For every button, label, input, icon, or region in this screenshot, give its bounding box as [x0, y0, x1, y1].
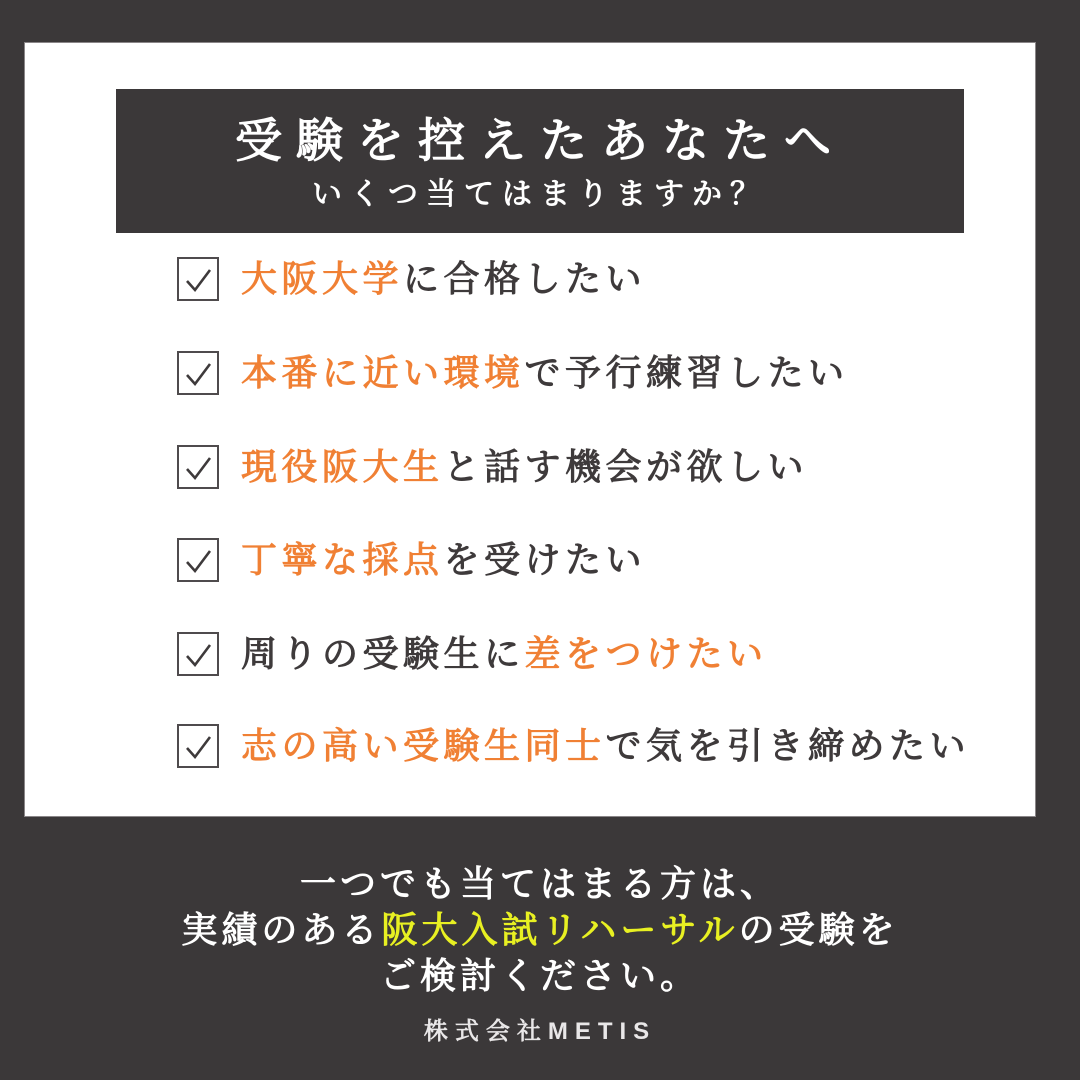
item-text-segment: と話す機会が欲しい	[443, 446, 809, 487]
cta-line-2	[0, 907, 1080, 953]
cta-text-segment: 一つでも当てはまる方は、	[299, 863, 780, 904]
checkbox-checked[interactable]	[177, 538, 219, 582]
check-icon	[181, 637, 215, 671]
checklist-item	[177, 538, 646, 582]
checkbox-checked[interactable]	[177, 632, 219, 676]
cta-text-segment: 阪大入試リハーサル	[381, 909, 739, 950]
item-text-segment: 現役阪大生	[241, 446, 444, 487]
cta-text-segment: ご検討ください。	[379, 955, 700, 996]
item-text-segment: で気を引き締めたい	[605, 725, 971, 766]
cta-text-segment: の受験を	[738, 909, 899, 950]
item-text-segment: で予行練習したい	[524, 352, 849, 393]
check-icon	[181, 729, 215, 763]
cta-line-1	[0, 861, 1080, 907]
checkbox-checked[interactable]	[177, 445, 219, 489]
check-icon	[181, 450, 215, 484]
cta-section	[0, 861, 1080, 999]
cta-line-3	[0, 953, 1080, 999]
cta-text-segment: 実績のある	[181, 909, 382, 950]
checklist-item	[177, 724, 970, 768]
checklist-item	[177, 445, 808, 489]
header-banner	[116, 89, 964, 233]
header-title: 受験を控えたあなたへ	[235, 113, 845, 167]
checklist-item	[177, 351, 849, 395]
company-name: 株式会社METIS	[423, 1018, 657, 1045]
item-text-segment: 丁寧な採点	[241, 539, 444, 580]
check-icon	[181, 262, 215, 296]
item-text-segment: を受けたい	[443, 539, 647, 580]
checklist-item	[177, 632, 768, 676]
item-text-segment: 大阪大学	[241, 258, 404, 299]
checklist-item-text	[241, 724, 970, 768]
checklist-item-text	[241, 538, 646, 582]
check-icon	[181, 543, 215, 577]
item-text-segment: に合格したい	[403, 258, 647, 299]
item-text-segment: 本番に近い環境	[241, 352, 525, 393]
item-text-segment: 差をつけたい	[524, 633, 768, 674]
checklist-item-text	[241, 445, 808, 489]
header-subtitle: いくつ当てはまりますか？	[312, 177, 768, 211]
checkbox-checked[interactable]	[177, 724, 219, 768]
checklist-card	[24, 42, 1036, 817]
item-text-segment: 周りの受験生に	[241, 633, 525, 674]
checkbox-checked[interactable]	[177, 257, 219, 301]
checklist-item	[177, 257, 646, 301]
item-text-segment: 志の高い受験生同士	[241, 725, 606, 766]
checklist-item-text	[241, 632, 768, 676]
check-icon	[181, 356, 215, 390]
checklist-item-text	[241, 351, 849, 395]
checklist-item-text	[241, 257, 646, 301]
checkbox-checked[interactable]	[177, 351, 219, 395]
